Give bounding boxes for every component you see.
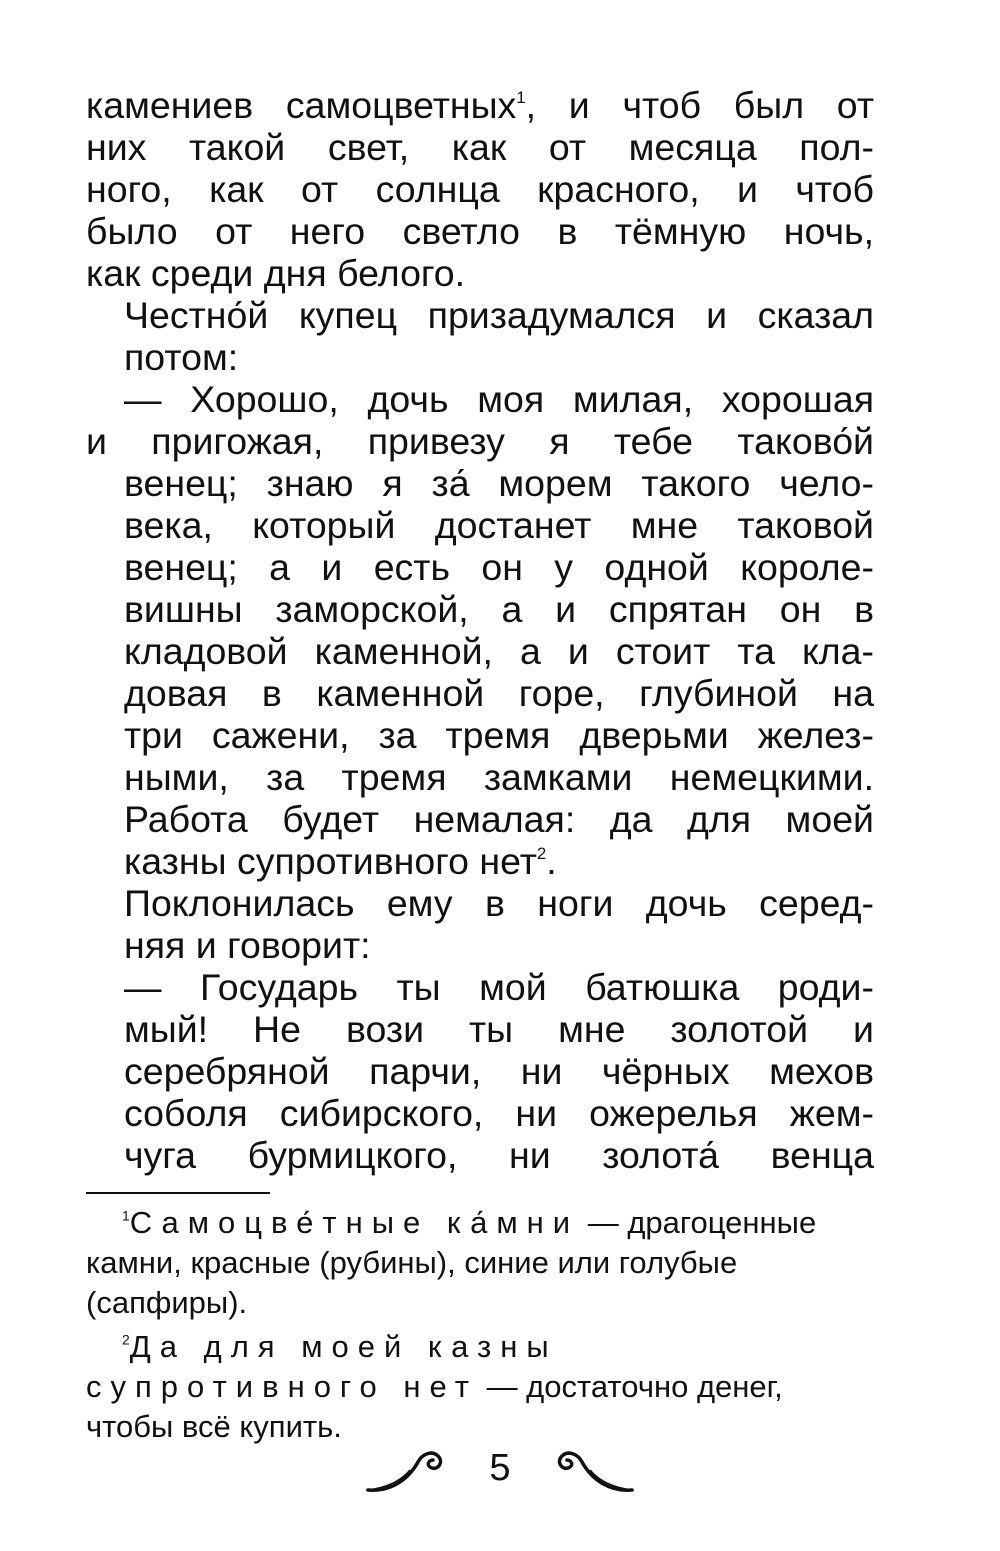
footnote-2 (86, 1327, 874, 1447)
text-line: няя и говорит: (124, 924, 371, 966)
text-line: ного, как от солнца красного, и чтоб (86, 168, 874, 210)
text-line: них такой свет, как от месяца пол- (86, 126, 874, 168)
text-line: Поклонилась ему в ноги дочь серед- (124, 882, 874, 924)
footnote-term: Самоцве́тные ка́мни (129, 1205, 580, 1240)
footnote-ref-1: 1 (516, 87, 526, 107)
footnote-1 (86, 1203, 874, 1323)
footnote-marker: 1 (122, 1207, 130, 1224)
text-line: — Государь ты мой батюшка роди- (124, 966, 874, 1008)
main-text (86, 84, 874, 1176)
footnote-text: — достаточно денег, чтобы всё купить. (86, 1369, 783, 1444)
text-line: соболя сибирского, ни ожерелья жем- (124, 1092, 874, 1134)
page-number: 5 (489, 1447, 511, 1489)
text-line: довая в каменной горе, глубиной на (124, 672, 874, 714)
text-line: века, который достанет мне таковой (124, 504, 874, 546)
paragraph (86, 84, 874, 294)
text-line: Честно́й купец призадумался и сказал (124, 294, 874, 336)
text-line: чуга бурмицкого, ни золота́ венца (124, 1134, 874, 1176)
text-line (86, 840, 874, 882)
footnotes (86, 1203, 874, 1451)
text-segment: камениев самоцветных (86, 84, 517, 126)
text-line: потом: (124, 336, 239, 378)
text-line: как среди дня белого. (86, 252, 466, 294)
text-segment: казны супротивного нет (124, 840, 537, 882)
text-line: три сажени, за тремя дверьми желез- (124, 714, 874, 756)
paragraph (86, 882, 874, 966)
text-line: было от него светло в тёмную ночь, (86, 210, 874, 252)
footnote-separator (86, 1192, 270, 1194)
text-line: венец; а и есть он у одной короле- (124, 546, 874, 588)
text-line: серебряной парчи, ни чёрных мехов (124, 1050, 874, 1092)
footnote-term: Да для моей казны супротивного нет (86, 1329, 558, 1404)
text-line: кладовой каменной, а и стоит та кла- (124, 630, 874, 672)
text-line: — Хорошо, дочь моя милая, хорошая (124, 378, 874, 420)
paragraph (86, 966, 874, 1176)
footnote-ref-2: 2 (536, 843, 547, 863)
paragraph (86, 378, 874, 882)
text-line: Работа будет немалая: да для моей (124, 798, 874, 840)
text-line: мый! Не вози ты мне золотой и (124, 1008, 874, 1050)
text-line: и пригожая, привезу я тебе таково́й (86, 420, 874, 462)
text-line: вишны заморской, а и спрятан он в (124, 588, 874, 630)
paragraph (86, 294, 874, 378)
text-line: ными, за тремя замками немецкими. (124, 756, 874, 798)
text-segment: , и чтоб был от (525, 84, 874, 126)
text-line (86, 84, 874, 126)
text-line: венец; знаю я за́ морем такого чело- (124, 462, 874, 504)
footnote-text: — драгоценные камни, красные (рубины), синие или голубые (сапфиры). (86, 1205, 817, 1320)
text-segment: . (546, 840, 557, 882)
footnote-marker: 2 (122, 1331, 130, 1348)
page-number-area (360, 1440, 640, 1500)
